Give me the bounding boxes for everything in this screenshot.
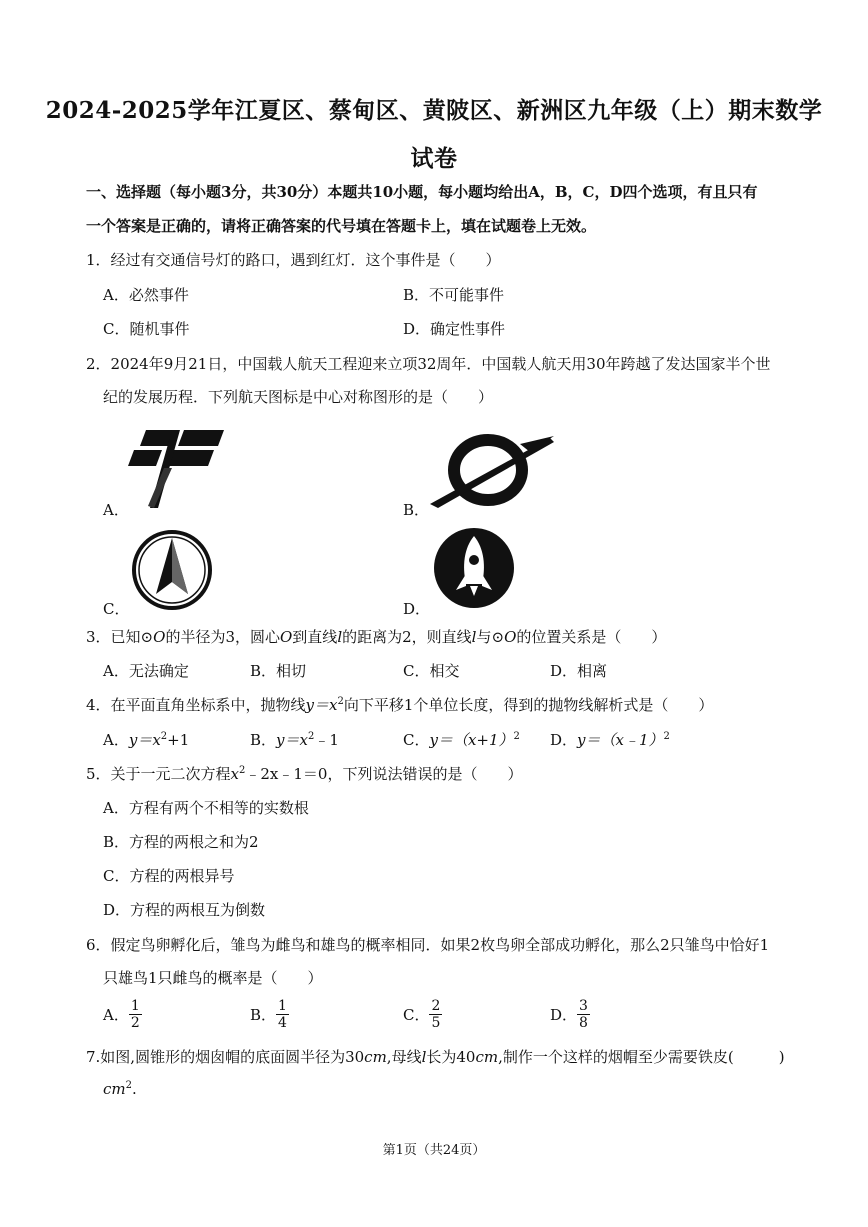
q3-option-d: D．相离 [550,662,608,680]
section1-instructions-line1: 一、选择题（每小题3分，共30分）本题共10小题，每小题均给出A，B，C，D四个选项，有且只有 [86,183,758,201]
rocket-logo-d-icon [430,526,518,610]
q2-option-d-label: D． [403,600,431,618]
q6-option-c: C． $\frac{2}{5}$ [403,998,441,1031]
q7-stem-line1: 7.如图,圆锥形的烟囱帽的底面圆半径为30cm,母线l长为40cm,制作一个这样的烟帽至少需要铁皮( ) [86,1048,785,1066]
q4-option-a: A．$y=x^2+1$ [103,731,190,749]
q4-option-b: B．$y=x^2﹣1$ [250,731,339,749]
q3-option-b: B．相切 [250,662,307,680]
q6-option-a: A． $\frac{1}{2}$ [103,998,140,1031]
q5-option-b: B．方程的两根之和为2 [103,833,259,851]
q1-option-c: C．随机事件 [103,320,190,338]
page-footer: 第1页（共24页） [382,1143,486,1158]
q1-option-a: A．必然事件 [103,286,189,304]
q4-option-d: D．y＝（x﹣1）$^2$ [550,731,670,749]
q5-stem: 5．关于一元二次方程$x^2﹣2x﹣1=0$，下列说法错误的是（ ） [86,765,523,783]
exam-title-line1: 2024-2025学年江夏区、蔡甸区、黄陂区、新洲区九年级（上）期末数学 [45,97,823,124]
q6-option-d: D． $\frac{3}{8}$ [550,998,588,1031]
q6-option-b: B． $\frac{1}{4}$ [250,998,287,1031]
q5-option-a: A．方程有两个不相等的实数根 [103,799,309,817]
space-logo-c-icon [130,528,214,612]
q7-stem-line2: $cm^2$. [103,1080,137,1098]
q3-option-c: C．相交 [403,662,460,680]
q4-option-c: C．$y=(x+1)^2$ [403,731,520,749]
space-logo-b-icon [430,430,556,510]
q2-option-b-label: B． [403,501,430,519]
q3-stem: 3．已知⊙O的半径为3，圆心O到直线l的距离为2，则直线l与⊙O的位置关系是（ ） [86,628,667,646]
space-logo-a-icon [128,424,228,510]
q2-stem-line1: 2．2024年9月21日，中国载人航天工程迎来立项32周年．中国载人航天用30年跨越了发达国家半个世 [86,355,771,373]
q2-option-a-label: A． [103,501,129,519]
q6-stem-line1: 6．假定鸟卵孵化后，雏鸟为雌鸟和雄鸟的概率相同．如果2枚鸟卵全部成功孵化，那么2只雏鸟中恰好1 [86,936,770,954]
q2-option-c-label: C． [103,600,130,618]
exam-title-line2: 试卷 [410,145,458,172]
q2-stem-line2: 纪的发展历程．下列航天图标是中心对称图形的是（ ） [103,388,494,406]
q5-option-c: C．方程的两根异号 [103,867,235,885]
q1-option-d: D．确定性事件 [403,320,506,338]
section1-instructions-line2: 一个答案是正确的，请将正确答案的代号填在答题卡上，填在试题卷上无效。 [86,217,597,235]
q1-stem: 1．经过有交通信号灯的路口，遇到红灯．这个事件是（ ） [86,251,501,269]
q3-option-a: A．无法确定 [103,662,189,680]
q6-stem-line2: 只雄鸟1只雌鸟的概率是（ ） [103,969,323,987]
q1-option-b: B．不可能事件 [403,286,505,304]
q5-option-d: D．方程的两根互为倒数 [103,901,266,919]
q4-stem: 4．在平面直角坐标系中，抛物线$y=x^2$向下平移1个单位长度，得到的抛物线解析式是（ ） [86,696,714,714]
